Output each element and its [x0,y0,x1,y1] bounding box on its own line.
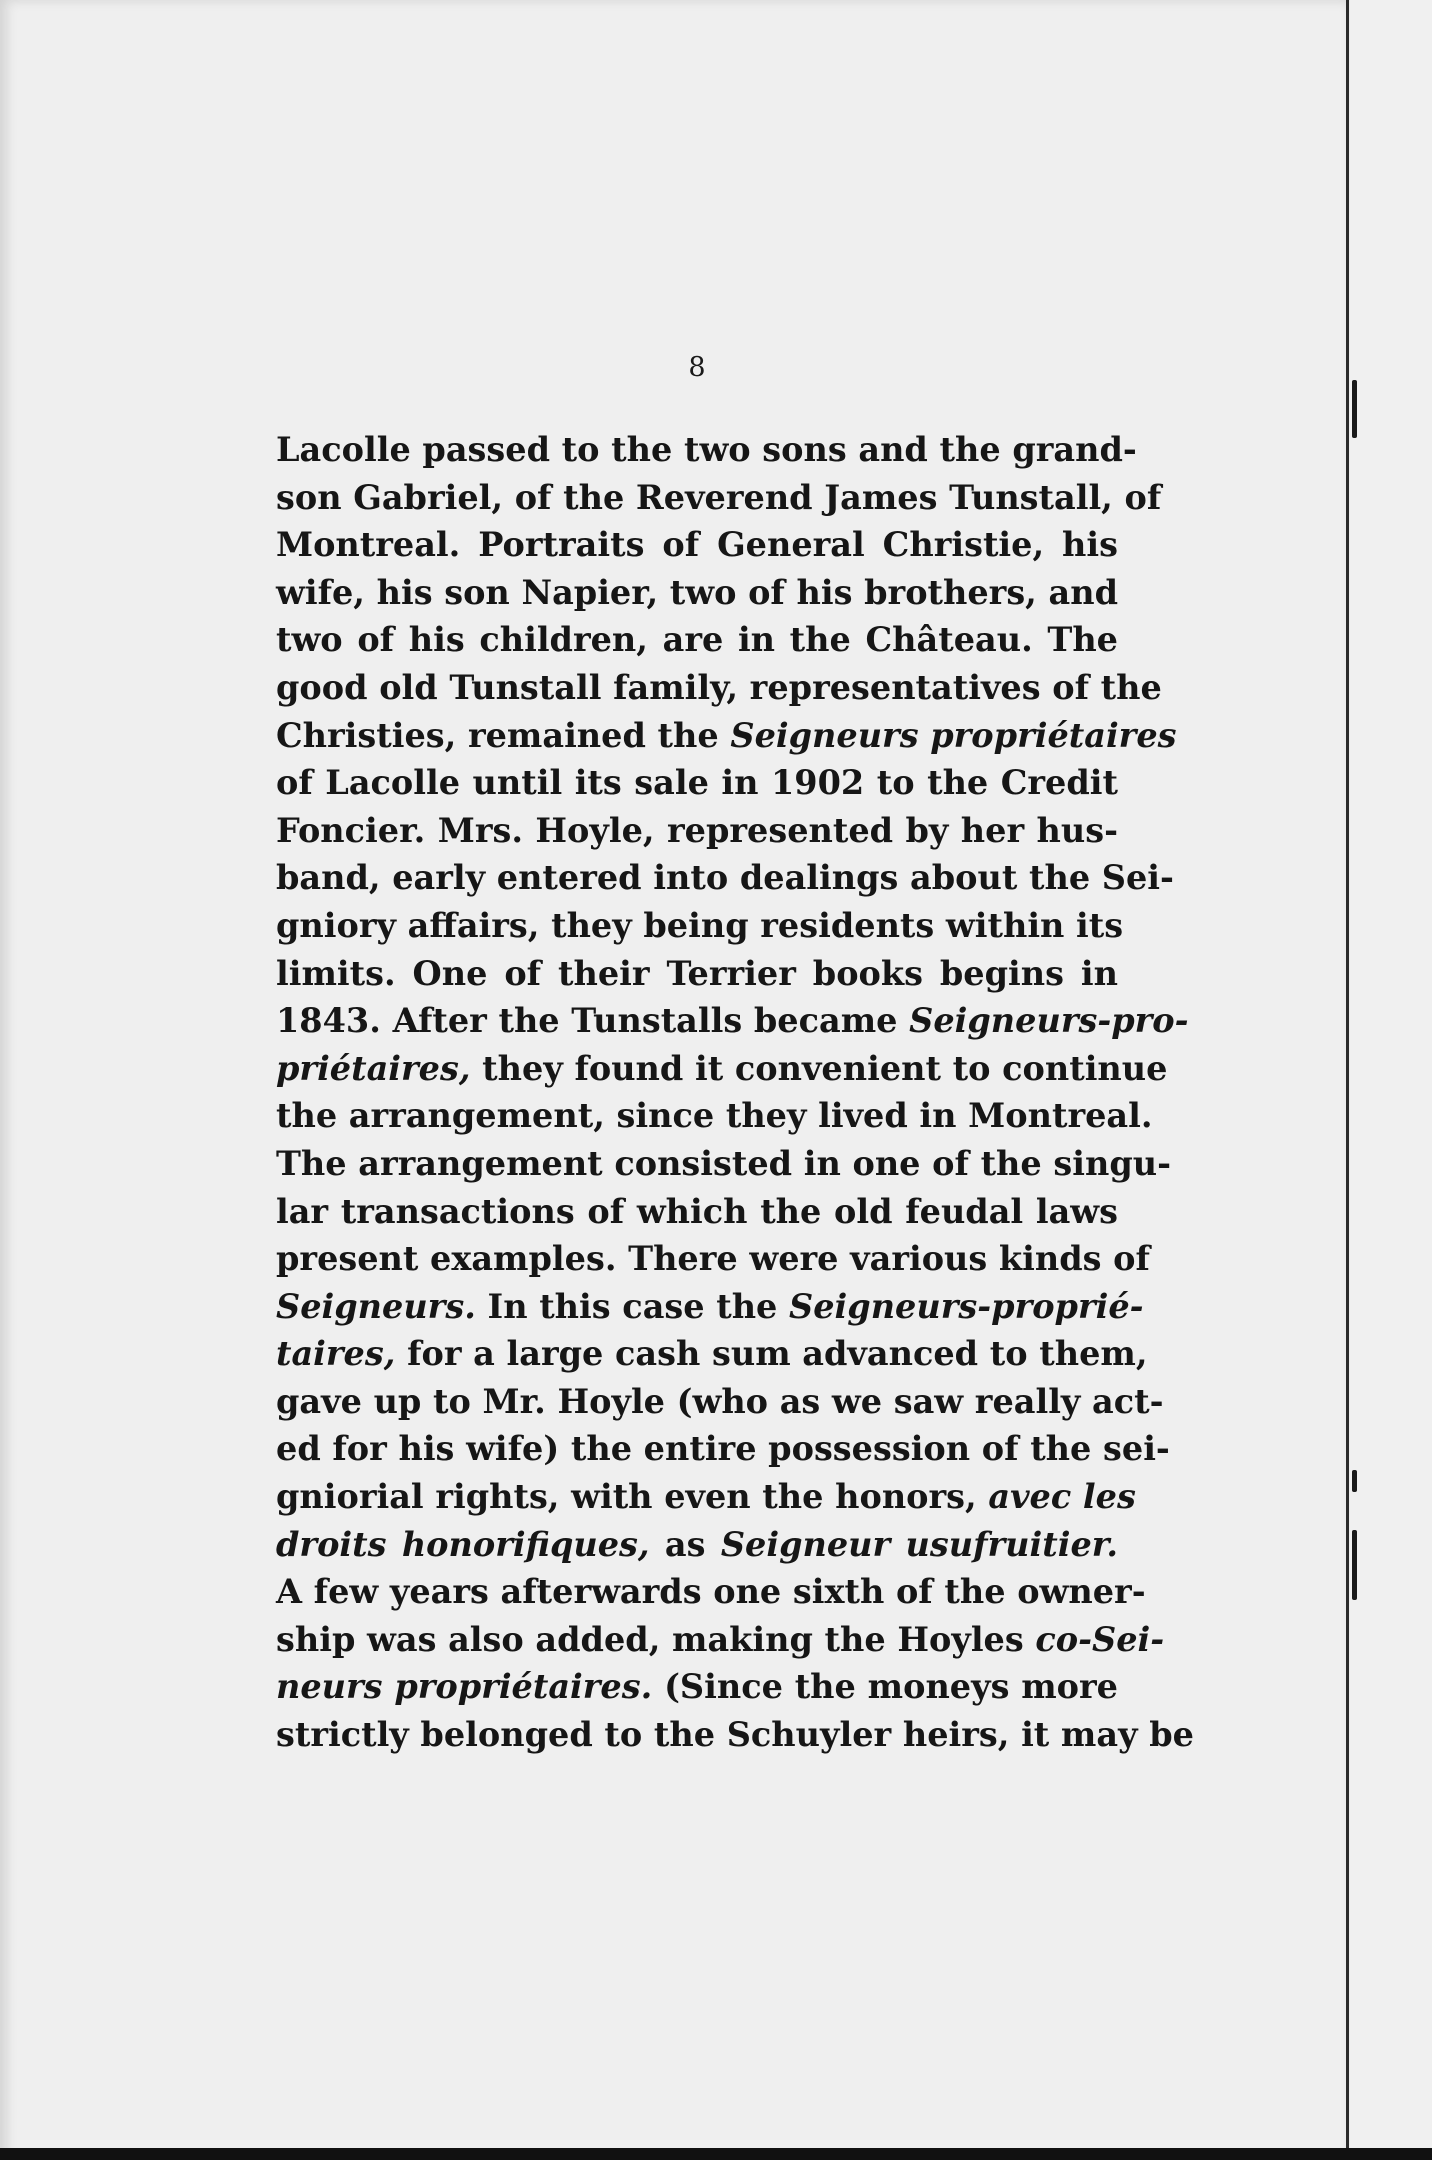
body-text [276,426,1194,1759]
text-line: A few years afterwards one sixth of the owner- [276,1572,1146,1612]
text-line: two of his children, are in the Château. The [276,620,1118,660]
italic-phrase: Seigneur usufruitier. [720,1524,1118,1564]
text-line: son Gabriel, of the Reverend James Tunstall, of [276,477,1162,517]
text-line: 1843. After the Tunstalls became Seigneurs-pro- [276,1001,1189,1041]
text-line: droits honorifiques, as Seigneur usufruitier. [276,1524,1118,1564]
text-line: taires, for a large cash sum advanced to them, [276,1334,1148,1374]
text-line: priétaires, they found it convenient to continue [276,1048,1168,1088]
text-line: Foncier. Mrs. Hoyle, represented by her hus- [276,810,1118,850]
text-line: wife, his son Napier, two of his brothers, and [276,572,1118,612]
text-line: Montreal. Portraits of General Christie, his [276,525,1118,565]
page-number: 8 [688,352,706,383]
text-line: the arrangement, since they lived in Montreal. [276,1096,1153,1136]
text-line: Lacolle passed to the two sons and the grand- [276,430,1137,469]
text-line: ed for his wife) the entire possession of the sei- [276,1429,1170,1469]
text-line: limits. One of their Terrier books begins in [276,953,1118,993]
italic-phrase: priétaires, [276,1048,471,1088]
text-line: gniorial rights, with even the honors, avec les [276,1477,1136,1517]
text-line: strictly belonged to the Schuyler heirs, it may be [276,1715,1194,1755]
italic-phrase: droits honorifiques, [276,1524,650,1564]
edge-mark [1352,1470,1357,1492]
italic-phrase: Seigneurs propriétaires [730,715,1177,755]
text-line: gniory affairs, they being residents within its [276,905,1124,945]
italic-phrase: Seigneurs-proprié- [789,1286,1144,1326]
text-line: gave up to Mr. Hoyle (who as we saw really act- [276,1381,1164,1421]
text-line: ship was also added, making the Hoyles co-Sei- [276,1619,1165,1659]
text-line: band, early entered into dealings about the Sei- [276,858,1174,898]
text-line: of Lacolle until its sale in 1902 to the Credit [276,763,1118,803]
text-line: good old Tunstall family, representatives of the [276,667,1162,707]
italic-phrase: Seigneurs-pro- [909,1001,1189,1041]
scan-bottom-edge [0,2148,1432,2160]
text-line: Christies, remained the Seigneurs propriétaires [276,715,1177,755]
facing-page-edge [1350,0,1432,2160]
text-line: present examples. There were various kinds of [276,1239,1150,1279]
text-line: lar transactions of which the old feudal laws [276,1191,1118,1231]
italic-phrase: taires, [276,1334,396,1374]
edge-mark [1352,380,1357,438]
italic-phrase: neurs propriétaires. [276,1667,653,1707]
text-line: neurs propriétaires. (Since the moneys more [276,1667,1118,1707]
italic-phrase: Seigneurs. [276,1286,476,1326]
italic-phrase: co-Sei- [1035,1619,1165,1659]
edge-mark [1352,1530,1357,1600]
italic-phrase: avec les [988,1477,1136,1517]
text-line: The arrangement consisted in one of the singu- [276,1143,1172,1183]
text-line: Seigneurs. In this case the Seigneurs-proprié- [276,1286,1144,1326]
